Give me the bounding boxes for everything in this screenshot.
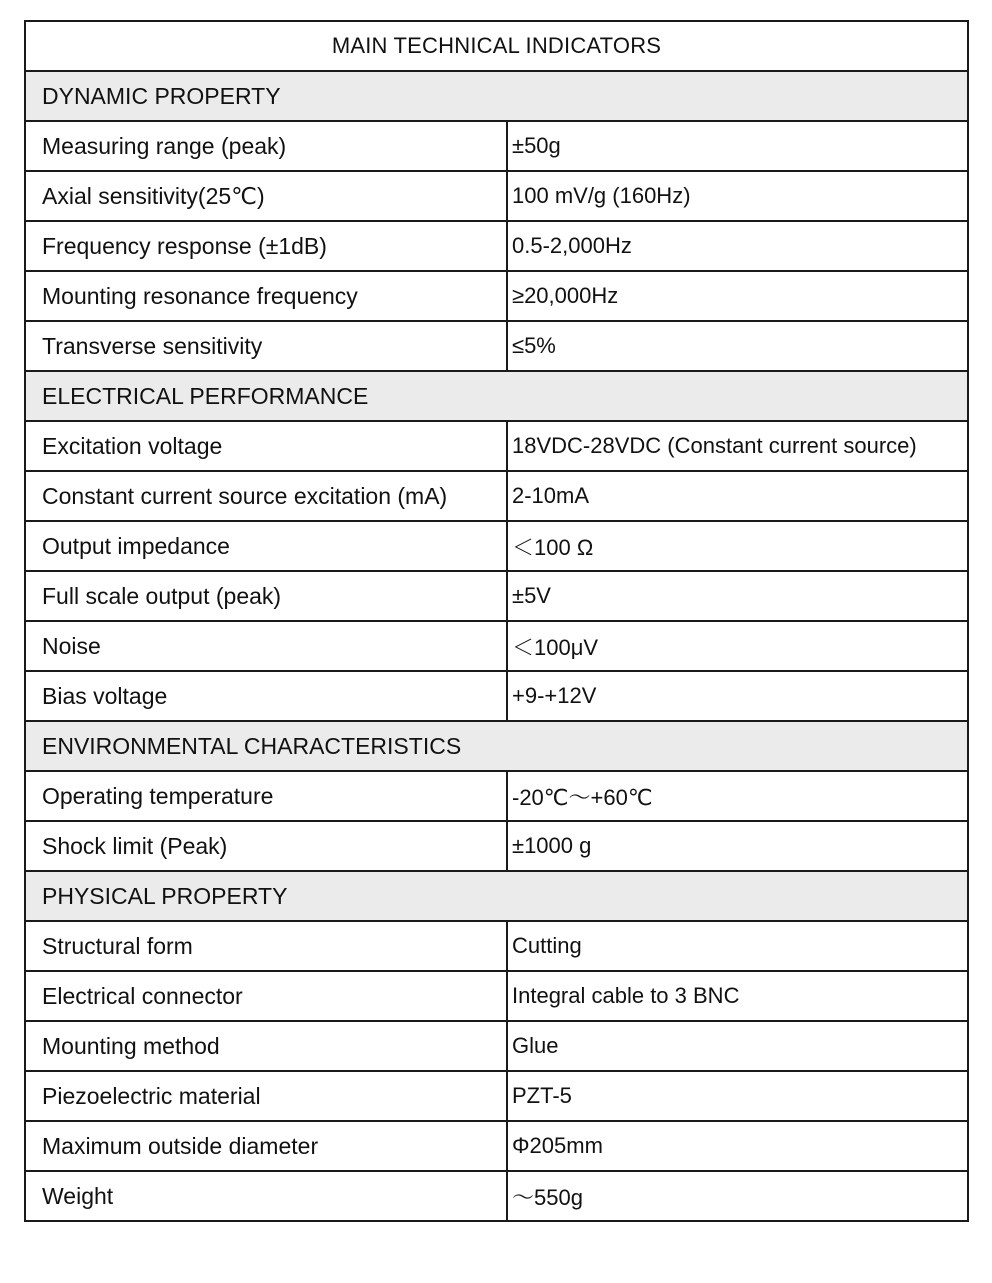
table-row [25,421,968,471]
table-row [25,471,968,521]
spec-value: -20℃～+60℃ [507,771,968,821]
table-row [25,1171,968,1221]
table-row [25,271,968,321]
spec-label: Mounting resonance frequency [25,271,507,321]
spec-value: ＜100 Ω [507,521,968,571]
section-header-row [25,371,968,421]
spec-label: Weight [25,1171,507,1221]
spec-label: Output impedance [25,521,507,571]
section-heading: ENVIRONMENTAL CHARACTERISTICS [25,721,968,771]
table-title: MAIN TECHNICAL INDICATORS [25,21,968,71]
spec-value: PZT-5 [507,1071,968,1121]
spec-value: 18VDC-28VDC (Constant current source) [507,421,968,471]
spec-label: Axial sensitivity(25℃) [25,171,507,221]
table-row [25,821,968,871]
spec-label: Operating temperature [25,771,507,821]
spec-value: Cutting [507,921,968,971]
table-row [25,671,968,721]
spec-label: Shock limit (Peak) [25,821,507,871]
spec-label: Mounting method [25,1021,507,1071]
table-row [25,121,968,171]
spec-value: ±5V [507,571,968,621]
spec-value: 2-10mA [507,471,968,521]
spec-label: Piezoelectric material [25,1071,507,1121]
spec-label: Noise [25,621,507,671]
spec-label: Full scale output (peak) [25,571,507,621]
spec-value: ≤5% [507,321,968,371]
spec-value: ±50g [507,121,968,171]
spec-label: Maximum outside diameter [25,1121,507,1171]
spec-value: ～550g [507,1171,968,1221]
spec-value: ≥20,000Hz [507,271,968,321]
spec-label: Measuring range (peak) [25,121,507,171]
spec-label: Transverse sensitivity [25,321,507,371]
table-row [25,171,968,221]
spec-label: Electrical connector [25,971,507,1021]
table-row [25,1121,968,1171]
spec-value: Glue [507,1021,968,1071]
spec-value: ±1000 g [507,821,968,871]
section-heading: DYNAMIC PROPERTY [25,71,968,121]
section-heading: PHYSICAL PROPERTY [25,871,968,921]
section-header-row [25,71,968,121]
spec-value: 0.5-2,000Hz [507,221,968,271]
spec-value: 100 mV/g (160Hz) [507,171,968,221]
spec-value: ＜100μV [507,621,968,671]
section-header-row [25,721,968,771]
table-row [25,621,968,671]
spec-label: Structural form [25,921,507,971]
table-row [25,971,968,1021]
spec-value: +9-+12V [507,671,968,721]
spec-label: Frequency response (±1dB) [25,221,507,271]
spec-label: Constant current source excitation (mA) [25,471,507,521]
table-row [25,771,968,821]
spec-label: Excitation voltage [25,421,507,471]
table-title-row [25,21,968,71]
table-row [25,1071,968,1121]
table-row [25,1021,968,1071]
table-row [25,921,968,971]
spec-label: Bias voltage [25,671,507,721]
section-header-row [25,871,968,921]
table-row [25,221,968,271]
section-heading: ELECTRICAL PERFORMANCE [25,371,968,421]
table-row [25,571,968,621]
table-row [25,521,968,571]
spec-value: Integral cable to 3 BNC [507,971,968,1021]
technical-indicators-table [24,20,969,1222]
spec-value: Φ205mm [507,1121,968,1171]
table-row [25,321,968,371]
